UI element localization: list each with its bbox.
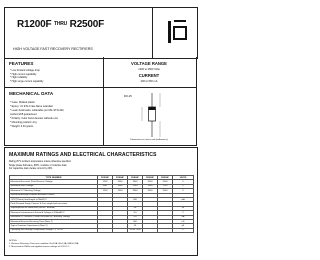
value-cell: 1050	[113, 184, 128, 188]
column-header: UNITS	[173, 176, 194, 180]
value-cell: 1500	[113, 180, 128, 184]
value-cell: 200	[128, 197, 143, 201]
column-header: R1800F	[128, 176, 143, 180]
features-panel	[4, 57, 104, 146]
feature-item: * High current capability	[10, 72, 37, 76]
parameter-cell: Maximum Reverse Recovery Time (Note 1)	[10, 219, 98, 223]
parameter-cell: Maximum DC Reverse Current at Rated DC Blocking Voltage	[10, 215, 98, 219]
ratings-table	[9, 175, 194, 233]
footnote: NOTES:	[9, 240, 18, 242]
logo-box	[152, 8, 198, 58]
parameter-cell: Typical Junction Capacitance (Note 2)	[10, 224, 98, 228]
value-cell: 1200	[98, 189, 113, 193]
value-cell: 2000	[143, 189, 158, 193]
parameter-cell: .375"(9.5mm) lead length at TA=55°C	[10, 197, 98, 201]
parameter-cell: Maximum DC Blocking Voltage	[10, 189, 98, 193]
value-cell: pF	[173, 224, 194, 228]
page-title	[17, 19, 104, 30]
value-cell: 2500	[158, 180, 173, 184]
parameter-cell: Maximum Recurrent Peak Reverse Voltage	[10, 180, 98, 184]
feature-item: * High surge current capability	[10, 79, 44, 83]
value-cell: 840	[98, 184, 113, 188]
value-cell: A	[173, 206, 194, 210]
parameter-cell: Maximum Instantaneous Forward Voltage at 200mA DC	[10, 211, 98, 215]
thru-label: THRU	[53, 21, 68, 27]
ratings-note: For capacitive load, derate current by 20%.	[9, 168, 53, 170]
package-outline-diagram	[102, 91, 196, 139]
divider	[102, 87, 196, 88]
ratings-section	[4, 147, 198, 256]
features-title: FEATURES	[9, 61, 34, 66]
value-cell: 1500	[113, 189, 128, 193]
part-from: R1200F	[17, 19, 52, 30]
ratings-note: Single phase half wave, 60Hz, resistive or inductive load.	[9, 164, 67, 167]
value-cell: 2500	[158, 189, 173, 193]
header	[4, 7, 198, 59]
value-cell: V	[173, 211, 194, 215]
value-cell: V	[173, 184, 194, 188]
column-header: R1500F	[113, 176, 128, 180]
current-title: CURRENT	[138, 73, 160, 78]
value-cell: uA	[173, 215, 194, 219]
value-cell: 500	[128, 219, 143, 223]
column-header: R2000F	[143, 176, 158, 180]
logo-io-icon	[153, 8, 198, 58]
mechanical-item: * Epoxy: UL 94V-0 rate flame retardant	[10, 105, 53, 108]
value-cell	[113, 228, 128, 232]
footnote: 1. Reverse Recovery Time test condition: IF=0.5A, IR=1.0A, IRR=0.25A	[9, 243, 79, 246]
value-cell: 1260	[128, 184, 143, 188]
spec-panel	[102, 57, 197, 146]
mechanical-item: * Lead: Axial leads, solderable per MIL-STD-202,	[10, 109, 65, 112]
feature-item: * High reliability	[10, 76, 28, 79]
ratings-note: Rating 25°C ambient temperature unless otherwise specified.	[9, 161, 72, 163]
value-cell: 15	[128, 224, 143, 228]
value-cell	[143, 228, 158, 232]
value-cell: 1800	[128, 189, 143, 193]
value-cell: 2000	[143, 180, 158, 184]
package-label: DO-15	[124, 95, 132, 98]
mechanical-title: MECHANICAL DATA	[9, 91, 54, 96]
dimensions-note: Dimensions in inches and (millimeters)	[130, 139, 168, 141]
mechanical-item: * Case: Molded plastic	[10, 101, 35, 104]
voltage-range-title: VOLTAGE RANGE	[131, 61, 167, 66]
parameter-cell: Maximum Average Forward Rectified Current	[10, 193, 98, 197]
footnote: 2. Measured at 1MHz and applied reverse voltage of 4.0V D.C.	[9, 246, 70, 249]
ratings-table-body	[10, 180, 194, 233]
column-header: R1200F	[98, 176, 113, 180]
mechanical-item: * Weight: 0.40 grams	[10, 124, 34, 128]
footnotes	[9, 240, 78, 250]
value-cell: 1800	[128, 180, 143, 184]
value-cell: V	[173, 189, 194, 193]
value-cell: 30	[128, 206, 143, 210]
value-cell: V	[173, 180, 194, 184]
parameter-cell: Maximum RMS Voltage	[10, 184, 98, 188]
value-cell: 1750	[158, 184, 173, 188]
value-cell: mA	[173, 197, 194, 201]
voltage-range-value: 1200 to 2500 Volts	[138, 68, 160, 71]
mechanical-item: method 208 guaranteed	[10, 112, 37, 116]
feature-item: * Low forward voltage drop	[10, 69, 40, 72]
ratings-title: MAXIMUM RATINGS AND ELECTRICAL CHARACTERISTICS	[9, 152, 157, 158]
column-header: TYPE NUMBER	[10, 176, 98, 180]
value-cell: -65 to +150	[129, 229, 141, 232]
divider	[5, 87, 103, 88]
current-value: 200 to 500 mA	[140, 80, 158, 83]
value-cell: 1200	[98, 180, 113, 184]
parameter-cell: Peak Forward Surge Current, 8.3 ms single half sine-wave	[10, 202, 98, 206]
value-cell	[158, 228, 173, 232]
value-cell: 1400	[143, 184, 158, 188]
mechanical-item: * Polarity: Color band denotes cathode end	[10, 116, 58, 120]
value-cell: nS	[173, 219, 194, 223]
mechanical-item: * Mounting position: Any	[10, 120, 37, 124]
value-cell: °C	[173, 228, 194, 232]
part-to: R2500F	[69, 19, 105, 30]
parameter-cell: superimposed on rated load (JEDEC method)	[10, 206, 98, 210]
subtitle: HIGH VOLTAGE FAST RECOVERY RECTIFIERS	[13, 47, 93, 51]
column-header: R2500F	[158, 176, 173, 180]
value-cell: 5.0	[128, 215, 143, 219]
parameter-cell: Operating and Storage Temperature Range TJ, TSTG	[10, 228, 98, 232]
table-row	[10, 228, 194, 232]
value-cell	[98, 228, 113, 232]
value-cell: 3.0	[128, 211, 143, 215]
